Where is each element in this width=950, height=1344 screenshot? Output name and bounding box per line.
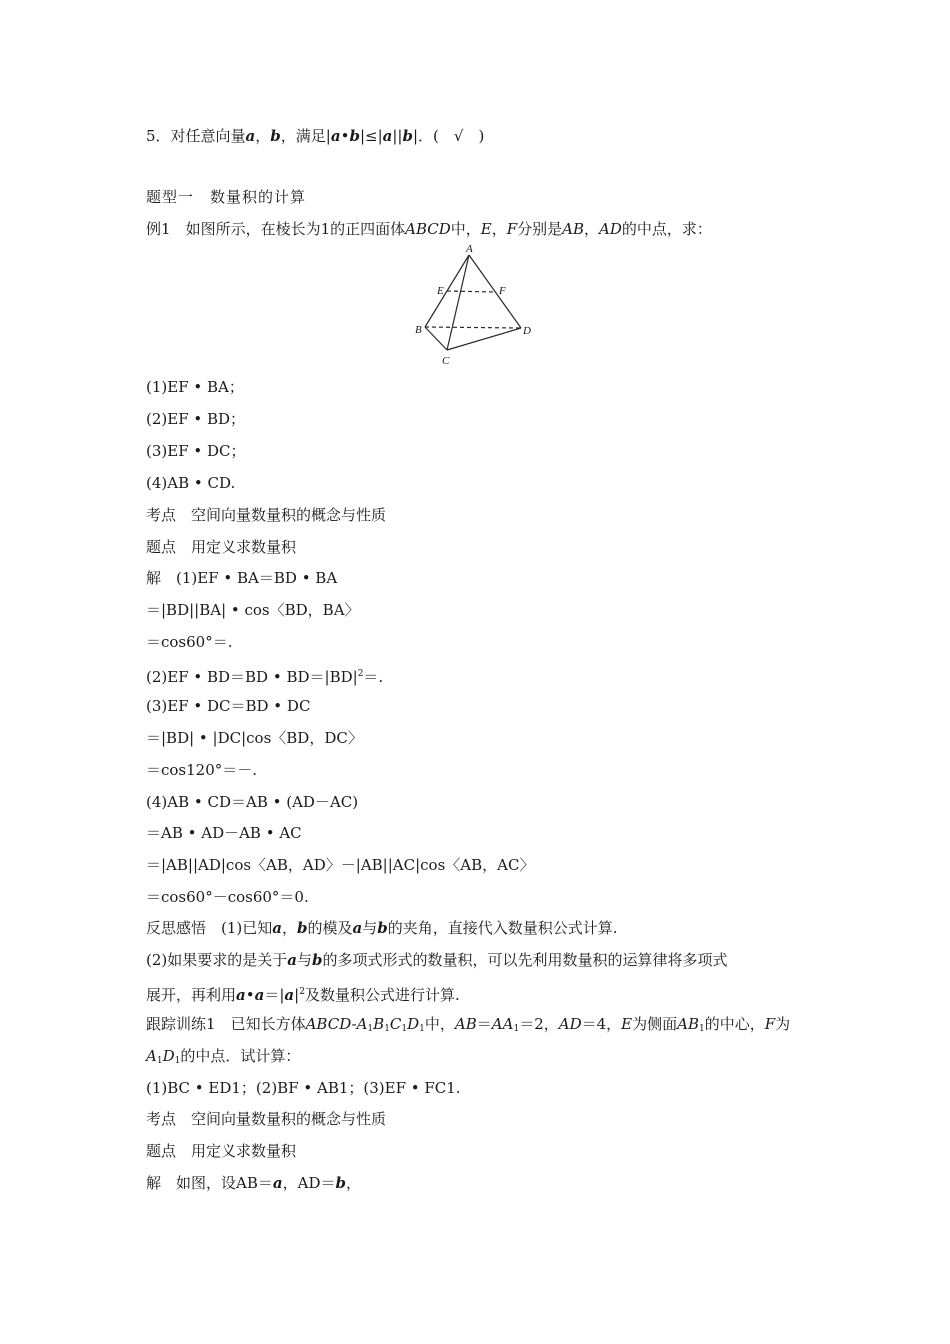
edge-ac bbox=[447, 255, 469, 350]
follow-exercise-calc: (1)BC • ED1；(2)BF • AB1；(3)EF • FC1. bbox=[146, 1079, 461, 1097]
follow-exercise-line-1: 跟踪训练1 已知长方体ABCD-$A_1B_1C_1D_1$中，$AB=AA_1=2$，AD＝4，E为侧面$AB_1$的中心，F为 bbox=[146, 1015, 791, 1034]
label-d: D bbox=[523, 325, 531, 337]
kaodian-1: 考点 空间向量数量积的概念与性质 bbox=[146, 506, 387, 524]
section-heading: 题型一 数量积的计算 bbox=[146, 188, 307, 206]
solution-line: ＝AB • AD－AB • AC bbox=[146, 824, 302, 842]
follow-exercise-line-2: $A_1D_1$的中点．试计算： bbox=[146, 1047, 301, 1066]
reflection-line-2: (2)如果要求的是关于a与b的多项式形式的数量积，可以先利用数量积的运算律将多项式 bbox=[146, 951, 728, 969]
label-e: E bbox=[437, 285, 444, 297]
solution-line: ＝cos60°－cos60°＝0. bbox=[146, 888, 309, 906]
solution-line: (2)EF • BD＝BD • $BD=|BD|^2=$. bbox=[146, 668, 384, 686]
segment-ef bbox=[447, 291, 495, 292]
solution-line: (3)EF • DC＝BD • DC bbox=[146, 697, 311, 715]
solution-line: 解 (1)EF • BA＝BD • BA bbox=[146, 569, 338, 587]
reflection-line-1: 反思感悟 (1)已知a，b的模及a与b的夹角，直接代入数量积公式计算. bbox=[146, 919, 618, 937]
question-5: 5．对任意向量a，b，满足|a•b|≤|a||b|．( √ ) bbox=[146, 127, 485, 145]
label-a: A bbox=[466, 243, 473, 255]
solution-line: ＝cos120°＝－. bbox=[146, 761, 258, 779]
kaodian-2: 考点 空间向量数量积的概念与性质 bbox=[146, 1110, 387, 1128]
example-1-statement: 例1 如图所示，在棱长为1的正四面体ABCD中，E，F分别是AB，AD的中点，求： bbox=[146, 220, 712, 238]
edge-cd bbox=[447, 328, 521, 350]
solution-line: ＝|BD| • |DC|cos〈BD，DC〉 bbox=[146, 729, 363, 747]
label-f: F bbox=[499, 285, 506, 297]
label-c: C bbox=[442, 355, 450, 367]
question-item: (1)EF • BA； bbox=[146, 378, 244, 396]
solution-line: ＝|BD||BA| • cos〈BD，BA〉 bbox=[146, 601, 360, 619]
tidian-2: 题点 用定义求数量积 bbox=[146, 1142, 297, 1160]
tidian-1: 题点 用定义求数量积 bbox=[146, 538, 297, 556]
edge-bd-hidden bbox=[425, 327, 521, 328]
question-item: (2)EF • BD； bbox=[146, 410, 246, 428]
question-item: (3)EF • DC； bbox=[146, 442, 246, 460]
solution-line: ＝cos60°＝. bbox=[146, 633, 233, 651]
reflection-line-3: 展开，再利用$a•a=|a|^2$及数量积公式进行计算. bbox=[146, 986, 460, 1004]
edge-bc bbox=[425, 327, 447, 350]
solution-line: ＝|AB||AD|cos〈AB，AD〉－|AB||AC|cos〈AB，AC〉 bbox=[146, 856, 535, 874]
label-b: B bbox=[415, 324, 422, 336]
solution-line: (4)AB • CD＝AB • (AD－AC) bbox=[146, 793, 359, 811]
question-item: (4)AB • CD. bbox=[146, 474, 236, 492]
final-solution-line: 解 如图，设AB＝a，AD＝b， bbox=[146, 1174, 361, 1192]
tetrahedron-figure bbox=[410, 242, 540, 370]
